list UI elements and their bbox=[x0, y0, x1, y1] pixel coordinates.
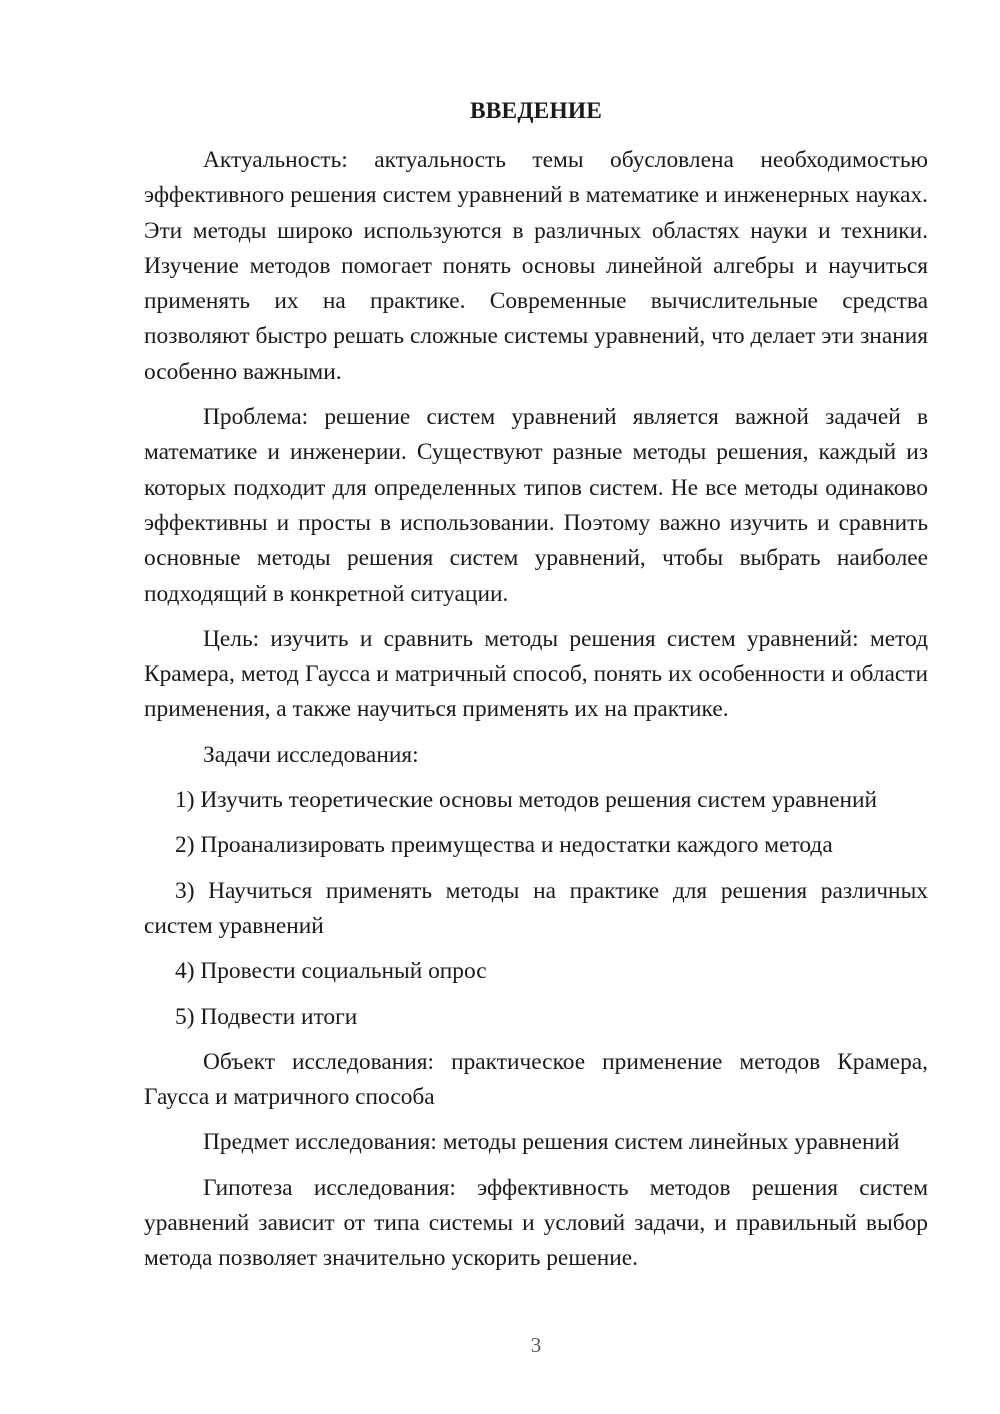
paragraph-relevance: Актуальность: актуальность темы обусловлена необходимостью эффективного решения систем уравнений в математике и инженерных науках. Эти методы широко используются в различных областях науки и техники. Изучение методов помогает понять основы линейной алгебры и научиться применять их на практике. Современные вычислительные средства позволяют быстро решать сложные системы уравнений, что делает эти знания особенно важными. bbox=[144, 147, 928, 385]
paragraph-goal: Цель: изучить и сравнить методы решения систем уравнений: метод Крамера, метод Гаусса и матричный способ, понять их особенности и области применения, а также научиться применять их на практике. bbox=[144, 625, 928, 723]
list-item: 1) Изучить теоретические основы методов решения систем уравнений bbox=[175, 787, 878, 814]
list-item: 2) Проанализировать преимущества и недостатки каждого метода bbox=[175, 832, 833, 859]
document-body bbox=[144, 94, 928, 1287]
paragraph-hypothesis: Гипотеза исследования: эффективность методов решения систем уравнений зависит от типа системы и условий задачи, и правильный выбор метода позволяет значительно ускорить решение. bbox=[144, 1174, 928, 1272]
paragraph-subject: Предмет исследования: методы решения систем линейных уравнений bbox=[203, 1129, 900, 1156]
list-item: 5) Подвести итоги bbox=[175, 1003, 358, 1030]
page-number: 3 bbox=[530, 1333, 542, 1357]
list-item: 4) Провести социальный опрос bbox=[175, 958, 487, 985]
list-item: 3) Научиться применять методы на практике для решения различных систем уравнений bbox=[144, 877, 928, 939]
paragraph-object: Объект исследования: практическое применение методов Крамера, Гаусса и матричного способа bbox=[144, 1048, 928, 1111]
paragraph-problem: Проблема: решение систем уравнений является важной задачей в математике и инженерии. Существуют разные методы решения, каждый из которых подходит для определенных типов систем. Не все методы одинаково эффективны и просты в использовании. Поэтому важно изучить и сравнить основные методы решения систем уравнений, чтобы выбрать наиболее подходящий в конкретной ситуации. bbox=[144, 404, 928, 607]
section-heading: ВВЕДЕНИЕ bbox=[469, 98, 603, 124]
tasks-label: Задачи исследования: bbox=[203, 741, 419, 768]
